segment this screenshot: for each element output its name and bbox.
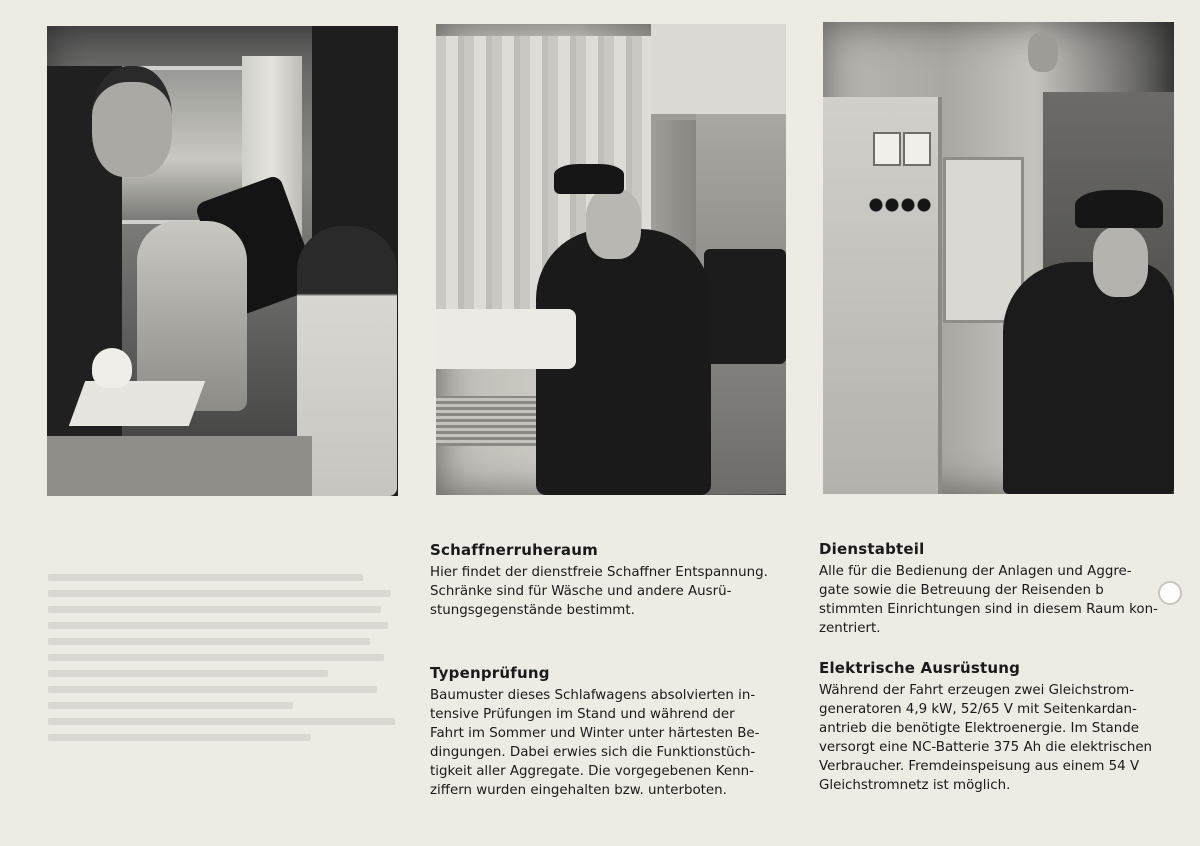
conductor-face [586,189,641,259]
upper-cabinet [651,24,786,120]
body-line: Baumuster dieses Schlafwagens absolvierten in- [430,688,756,703]
knob-row [868,197,933,213]
body-line: generatoren 4,9 kW, 52/65 V mit Seitenkardan- [819,702,1137,717]
body-line: zentriert. [819,621,881,636]
conductor-face [1093,227,1148,297]
body-line: tigkeit aller Aggregate. Die vorgegebenen Kenn- [430,764,754,779]
section-body [430,686,785,800]
photo-passengers-compartment [47,26,398,496]
body-line: Alle für die Bedienung der Anlagen und Aggre- [819,564,1132,579]
section-body [430,563,785,620]
section-dienstabteil [819,540,1172,638]
conductor-cap [1075,190,1163,228]
body-line: Während der Fahrt erzeugen zwei Gleichstrom- [819,683,1135,698]
conductor-body [1003,262,1174,494]
body-line: dingungen. Dabei erwies sich die Funktionstüch- [430,745,756,760]
heater-grille [436,396,536,446]
body-line: Fahrt im Sommer und Winter unter härtesten Be- [430,726,760,741]
section-title: Elektrische Ausrüstung [819,659,1021,677]
punch-hole [1158,581,1182,605]
body-line: Schränke sind für Wäsche und andere Ausrü- [430,584,732,599]
conductor-cap [554,164,624,194]
section-typenpruefung [430,664,785,800]
dark-seat-back [704,249,786,364]
body-line: stimmten Einrichtungen sind in diesem Raum kon- [819,602,1158,617]
ceiling-lamp [1028,32,1058,72]
section-title: Schaffnerruheraum [430,541,598,559]
show-through-text [48,565,398,785]
teapot [92,348,132,388]
gauge-right [903,132,931,166]
body-line: Gleichstromnetz ist möglich. [819,778,1011,793]
body-line: tensive Prüfungen im Stand und während der [430,707,735,722]
body-line: antrieb die benötigte Elektroenergie. Im Stande [819,721,1139,736]
body-line: versorgt eine NC-Batterie 375 Ah die elektrischen [819,740,1153,755]
fold-down-table [436,309,576,369]
body-line: Hier findet der dienstfreie Schaffner Entspannung. [430,565,768,580]
body-line: gate sowie die Betreuung der Reisenden b [819,583,1104,598]
section-title: Typenprüfung [430,664,550,682]
woman-dark-hair [297,226,397,496]
section-title: Dienstabteil [819,540,925,558]
photo-service-compartment [823,22,1174,494]
gauge-left [873,132,901,166]
body-line: Verbraucher. Fremdeinspeisung aus einem 54 V [819,759,1140,774]
table-with-tea [69,381,205,426]
seat-bench [47,436,312,496]
photo-conductor-rest-room [436,24,786,495]
man-head [92,66,172,177]
section-elektrische-ausruestung [819,659,1172,795]
body-line: ziffern wurden eingehalten bzw. unterboten. [430,783,727,798]
section-body [819,681,1172,795]
body-line: stungsgegenstände bestimmt. [430,603,635,618]
section-schaffnerruheraum [430,541,785,620]
section-body [819,562,1172,638]
